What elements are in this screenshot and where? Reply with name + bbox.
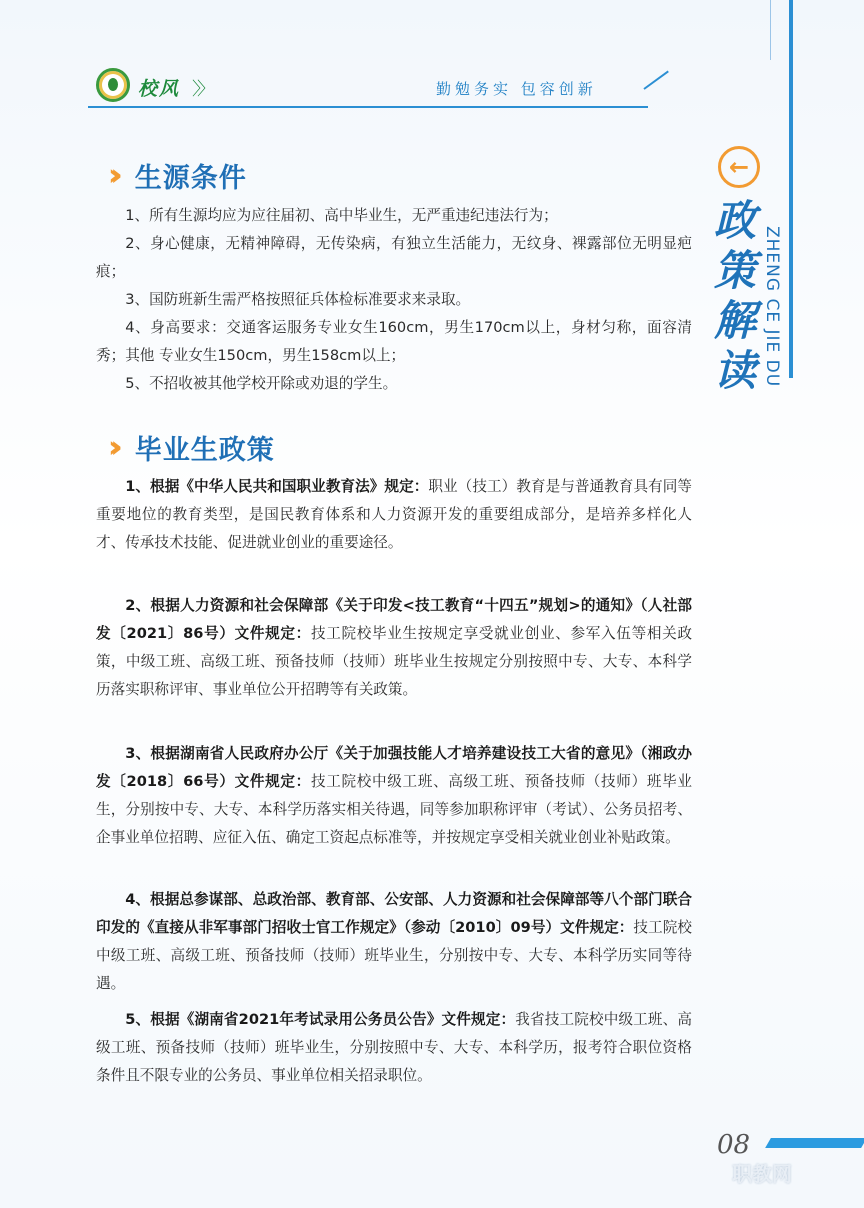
policy-paragraph [96,473,692,557]
back-arrow-icon[interactable]: ← [718,146,760,188]
policy-lead: 2、根据人力资源和社会保障部《关于印发<技工教育“十四五”规划>的通知》（人社部发〔2021〕86号）文件规定： [96,597,692,642]
side-accent-line-thin [770,0,771,60]
header-chevrons: 〉〉 [192,79,211,100]
chevron-right-icon: ›› [108,429,113,465]
section-title: 毕业生政策 [134,435,275,466]
policy-paragraph [96,592,692,704]
section-header [108,428,275,467]
policy-text: 技工院校中级工班、高级工班、预备技师（技师）班毕业生，分别按中专、大专、本科学历落实相关待遇，同等参加职称评审（考试）、公务员招考、企事业单位招聘、应征入伍、确定工资起点标准等，并按规定享受相关就业创业补贴政策。 [96,773,692,846]
page-number: 08 [717,1130,751,1160]
chevron-right-icon: ›› [108,157,113,193]
side-accent-line [789,0,793,378]
header-divider-slant [643,71,668,90]
watermark: 职教网 [732,1162,792,1186]
header-divider [88,106,648,108]
section-header [108,156,247,195]
policy-paragraph [96,886,692,998]
policy-paragraph [96,1006,692,1090]
policy-text: 技工院校毕业生按规定享受就业创业、参军入伍等相关政策，中级工班、高级工班、预备技师（技师）班毕业生按规定分别按照中专、大专、本科学历落实职称评审、事业单位公开招聘等有关政策。 [96,625,692,698]
header-left-title: 校风 [138,78,181,100]
paragraph: 3、国防班新生需严格按照征兵体检标准要求来录取。 [125,291,471,308]
section-title: 生源条件 [134,163,247,194]
side-title: 政策解读 [713,196,756,395]
policy-paragraph [96,740,692,852]
policy-text: 我省技工院校中级工班、高级工班、预备技师（技师）班毕业生，分别按照中专、大专、本科学历，报考符合职位资格条件且不限专业的公务员、事业单位相关招录职位。 [96,1011,692,1084]
header-slogan: 勤勉务实 包容创新 [436,80,597,98]
policy-lead: 3、根据湖南省人民政府办公厅《关于加强技能人才培养建设技工大省的意见》（湘政办发〔2018〕66号）文件规定： [96,745,692,790]
school-logo [96,68,130,102]
footer-accent-bar [765,1138,864,1148]
paragraph: 2、身心健康，无精神障碍，无传染病，有独立生活能力，无纹身、裸露部位无明显疤痕； [96,235,692,280]
side-pinyin: ZHENG CE JIE DU [762,226,782,388]
policy-text: 职业（技工）教育是与普通教育具有同等重要地位的教育类型，是国民教育体系和人力资源开发的重要组成部分，是培养多样化人才、传承技术技能、促进就业创业的重要途径。 [96,478,692,551]
policy-lead: 4、根据总参谋部、总政治部、教育部、公安部、人力资源和社会保障部等八个部门联合印发的《直接从非军事部门招收士官工作规定》（参动〔2010〕09号）文件规定： [96,891,692,936]
policy-lead: 5、根据《湖南省2021年考试录用公务员公告》文件规定： [125,1011,516,1028]
policy-text: 技工院校中级工班、高级工班、预备技师（技师）班毕业生，分别按中专、大专、本科学历实同等待遇。 [96,919,692,992]
paragraph: 4、身高要求：交通客运服务专业女生160cm，男生170cm以上，身材匀称，面容清秀；其他 专业女生150cm，男生158cm以上； [96,319,692,364]
paragraph: 5、不招收被其他学校开除或劝退的学生。 [125,375,398,392]
paragraph: 1、所有生源均应为应往届初、高中毕业生，无严重违纪违法行为； [125,207,558,224]
policy-lead: 1、根据《中华人民共和国职业教育法》规定： [125,478,429,495]
